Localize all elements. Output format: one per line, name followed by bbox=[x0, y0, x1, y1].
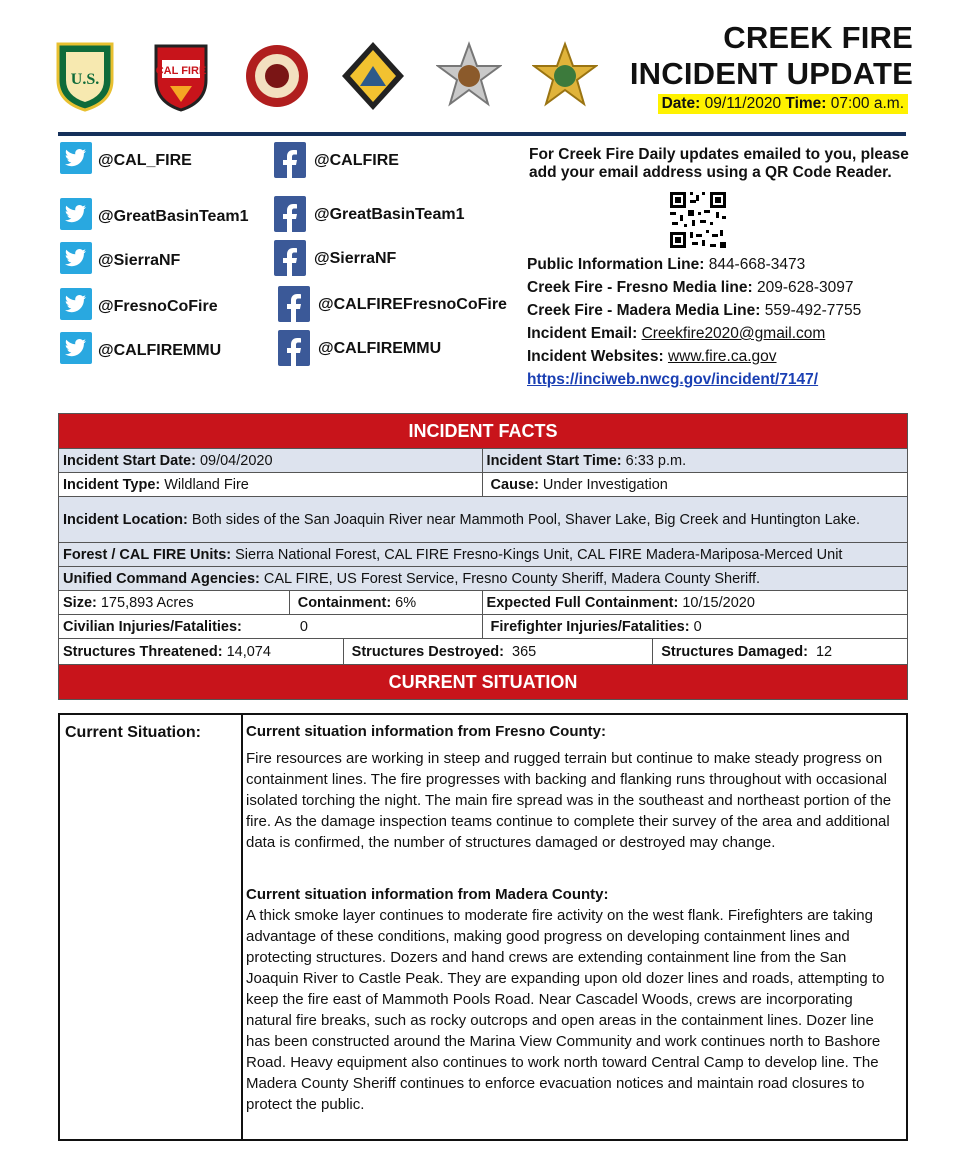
location-cell bbox=[59, 497, 908, 543]
incident-websites bbox=[527, 348, 777, 366]
structures-destroyed-label: Structures Destroyed: bbox=[351, 643, 504, 660]
expected-containment-label: Expected Full Containment: bbox=[486, 594, 679, 611]
madera-sheriff-star-icon bbox=[532, 38, 598, 114]
current-situation-body bbox=[244, 715, 906, 1115]
website-link-calfire[interactable]: www.fire.ca.gov bbox=[667, 348, 777, 365]
incident-facts-table bbox=[58, 413, 908, 700]
firefighter-injuries-value: 0 bbox=[689, 618, 702, 635]
sheriff-star-icon bbox=[436, 38, 502, 114]
start-time-cell bbox=[482, 449, 907, 473]
website-inciweb bbox=[527, 371, 818, 389]
qr-code-icon[interactable] bbox=[668, 190, 728, 250]
website-link-inciweb[interactable]: https://inciweb.nwcg.gov/incident/7147/ bbox=[527, 371, 819, 388]
great-basin-icon bbox=[340, 38, 406, 114]
size-value: 175,893 Acres bbox=[96, 594, 194, 611]
twitter-handle: @FresnoCoFire bbox=[98, 298, 218, 315]
size-label: Size: bbox=[63, 594, 97, 611]
twitter-link[interactable] bbox=[60, 332, 221, 364]
email-signup-note: For Creek Fire Daily updates emailed to you, please add your email address using a QR Code Reader. bbox=[529, 146, 909, 181]
structures-damaged-value: 12 bbox=[807, 643, 833, 660]
fresno-county-heading: Current situation information from Fresno County: bbox=[246, 723, 606, 740]
start-date-value: 09/04/2020 bbox=[195, 452, 273, 469]
twitter-link[interactable] bbox=[60, 198, 248, 230]
structures-threatened-cell bbox=[59, 639, 344, 665]
time-value: 07:00 a.m. bbox=[826, 95, 904, 112]
calfire-logo-text: CAL FIRE bbox=[155, 65, 207, 77]
facebook-handle: @SierraNF bbox=[314, 250, 397, 267]
twitter-handle: @GreatBasinTeam1 bbox=[98, 208, 249, 225]
facebook-link[interactable] bbox=[278, 286, 507, 322]
structures-damaged-label: Structures Damaged: bbox=[661, 643, 808, 660]
incident-websites-label: Incident Websites: bbox=[527, 348, 664, 365]
cause-value: Under Investigation bbox=[538, 476, 668, 493]
expected-containment-cell bbox=[482, 591, 907, 615]
incident-email-link[interactable]: Creekfire2020@gmail.com bbox=[641, 325, 826, 342]
calfire-shield-icon bbox=[148, 38, 214, 114]
current-situation-header: CURRENT SITUATION bbox=[59, 665, 908, 700]
expected-containment-value: 10/15/2020 bbox=[678, 594, 755, 611]
twitter-link[interactable] bbox=[60, 288, 218, 320]
header-divider bbox=[58, 132, 906, 136]
facebook-icon bbox=[274, 142, 306, 178]
madera-media-value: 559-492-7755 bbox=[760, 302, 862, 319]
madera-county-text: A thick smoke layer continues to moderate fire activity on the west flank. Firefighters are taking advantage of these conditions, making good progress on developing containment lines and protecting structures. Dozers and hand crews are extending containment line from the San Joaquin River to Castle Peak. They are expanding upon old dozer lines and roads, attempting to keep the fire east of Mammoth Pools Road. Near Cascadel Woods, crews are incorporating natural fire breaks, such as rocky outcrops and open areas in the containment lines. Dozer line has been constructed around the Marina View Community and work continues north to Bashore Road. Heavy equipment also continues to work north toward Central Camp to develop line. The Madera County Sheriff continues to enforce evacuation notices and maintain road closures to protect the public. bbox=[246, 907, 885, 1113]
incident-type-value: Wildland Fire bbox=[160, 476, 249, 493]
incident-facts-header: INCIDENT FACTS bbox=[59, 414, 908, 449]
incident-type-cell bbox=[59, 473, 483, 497]
title-line-2: INCIDENT UPDATE bbox=[629, 56, 913, 91]
usfs-shield-icon bbox=[52, 38, 118, 114]
containment-value: 6% bbox=[391, 594, 417, 611]
twitter-icon bbox=[60, 198, 92, 230]
units-cell bbox=[59, 543, 908, 567]
public-info-line bbox=[527, 256, 805, 274]
agency-logos bbox=[52, 38, 628, 114]
facebook-link[interactable] bbox=[274, 196, 464, 232]
twitter-icon bbox=[60, 142, 92, 174]
twitter-handle: @CAL_FIRE bbox=[98, 152, 192, 169]
current-situation-label: Current Situation: bbox=[60, 715, 243, 1139]
facebook-icon bbox=[274, 240, 306, 276]
madera-county-heading: Current situation information from Madera County: bbox=[246, 886, 609, 903]
location-value: Both sides of the San Joaquin River near Mammoth Pool, Shaver Lake, Big Creek and Huntington Lake. bbox=[187, 511, 861, 528]
facebook-icon bbox=[274, 196, 306, 232]
structures-threatened-value: 14,074 bbox=[222, 643, 271, 660]
structures-destroyed-cell bbox=[343, 639, 653, 665]
facebook-handle: @CALFIREFresnoCoFire bbox=[318, 296, 507, 313]
cause-cell bbox=[482, 473, 907, 497]
structures-damaged-cell bbox=[653, 639, 908, 665]
madera-media-label: Creek Fire - Madera Media Line: bbox=[527, 302, 761, 319]
civilian-injuries-label: Civilian Injuries/Fatalities: bbox=[63, 618, 242, 635]
fresno-county-text: Fire resources are working in steep and rugged terrain but continue to make steady progress on containment lines. The fire progresses with backing and flanking runs throughout with occasional isolated torching the night. The main fire spread was in the southeast and northeast portion of the fire. As the damage inspection teams continue to complete their survey of the area and additional data is confirmed, the number of structures damaged or destroyed may change. bbox=[246, 750, 892, 851]
agencies-value: CAL FIRE, US Forest Service, Fresno County Sheriff, Madera County Sheriff. bbox=[259, 570, 761, 587]
madera-media-line bbox=[527, 302, 861, 320]
containment-cell bbox=[289, 591, 482, 615]
public-info-value: 844-668-3473 bbox=[704, 256, 806, 273]
fresno-media-value: 209-628-3097 bbox=[752, 279, 854, 296]
facebook-handle: @CALFIRE bbox=[314, 152, 399, 169]
incident-email bbox=[527, 325, 825, 343]
facebook-icon bbox=[278, 286, 310, 322]
civilian-injuries-value: 0 bbox=[299, 618, 308, 635]
incident-email-label: Incident Email: bbox=[527, 325, 638, 342]
facebook-handle: @GreatBasinTeam1 bbox=[314, 206, 465, 223]
incident-type-label: Incident Type: bbox=[63, 476, 161, 493]
structures-threatened-label: Structures Threatened: bbox=[63, 643, 223, 660]
agencies-cell bbox=[59, 567, 908, 591]
date-label: Date: bbox=[661, 95, 701, 112]
facebook-handle: @CALFIREMMU bbox=[318, 340, 442, 357]
twitter-icon bbox=[60, 288, 92, 320]
facebook-icon bbox=[278, 330, 310, 366]
start-date-label: Incident Start Date: bbox=[63, 452, 196, 469]
size-cell bbox=[59, 591, 290, 615]
start-time-label: Incident Start Time: bbox=[486, 452, 622, 469]
fresno-media-label: Creek Fire - Fresno Media line: bbox=[527, 279, 753, 296]
current-situation-section bbox=[58, 713, 908, 1141]
firefighter-injuries-cell bbox=[482, 615, 907, 639]
facebook-link[interactable] bbox=[274, 142, 399, 178]
twitter-icon bbox=[60, 332, 92, 364]
twitter-link[interactable] bbox=[60, 242, 180, 274]
twitter-handle: @SierraNF bbox=[98, 252, 181, 269]
twitter-handle: @CALFIREMMU bbox=[98, 342, 222, 359]
facebook-link[interactable] bbox=[278, 330, 441, 366]
firefighter-injuries-label: Firefighter Injuries/Fatalities: bbox=[490, 618, 690, 635]
twitter-link[interactable] bbox=[60, 142, 192, 174]
fresno-media-line bbox=[527, 279, 854, 297]
units-label: Forest / CAL FIRE Units: bbox=[63, 546, 232, 563]
start-time-value: 6:33 p.m. bbox=[621, 452, 687, 469]
date-value: 09/11/2020 bbox=[700, 95, 786, 112]
twitter-icon bbox=[60, 242, 92, 274]
usfs-logo-text: U.S. bbox=[70, 71, 100, 88]
containment-label: Containment: bbox=[297, 594, 392, 611]
page-title bbox=[630, 20, 913, 92]
public-info-label: Public Information Line: bbox=[527, 256, 705, 273]
time-label: Time: bbox=[785, 95, 827, 112]
fresno-seal-icon bbox=[244, 38, 310, 114]
structures-destroyed-value: 365 bbox=[503, 643, 537, 660]
cause-label: Cause: bbox=[490, 476, 539, 493]
civilian-injuries-cell bbox=[59, 615, 483, 639]
start-date-cell bbox=[59, 449, 483, 473]
location-label: Incident Location: bbox=[63, 511, 188, 528]
facebook-link[interactable] bbox=[274, 240, 396, 276]
title-line-1: CREEK FIRE bbox=[723, 20, 913, 55]
units-value: Sierra National Forest, CAL FIRE Fresno-Kings Unit, CAL FIRE Madera-Mariposa-Merced Unit bbox=[231, 546, 843, 563]
agencies-label: Unified Command Agencies: bbox=[63, 570, 260, 587]
date-time-banner bbox=[658, 94, 908, 114]
